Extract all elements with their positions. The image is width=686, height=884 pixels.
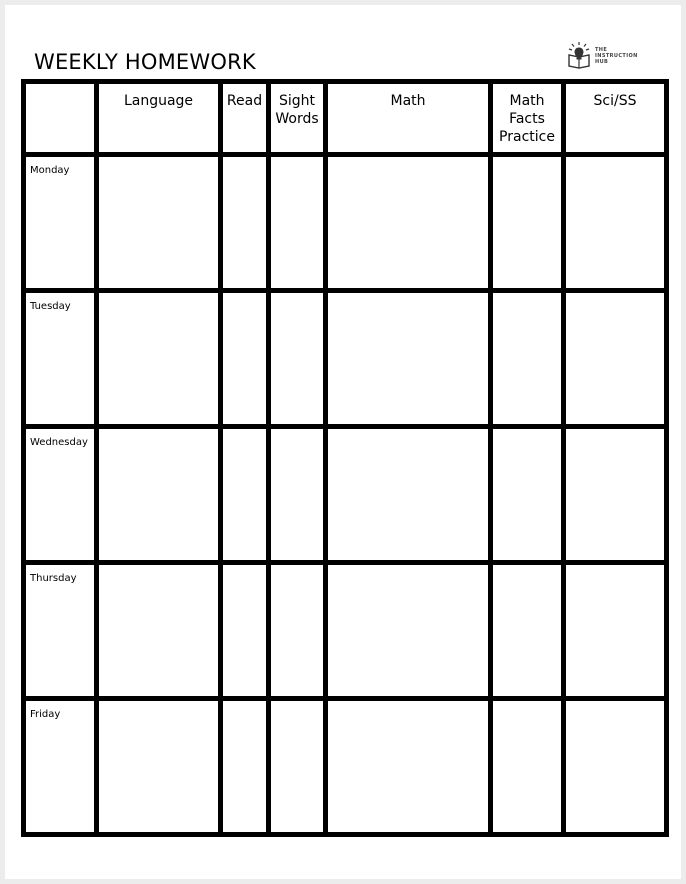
homework-cell xyxy=(491,291,564,427)
column-header xyxy=(97,82,221,155)
instruction-hub-logo xyxy=(566,41,648,69)
day-row xyxy=(24,699,667,835)
day-label: Thursday xyxy=(24,563,97,699)
header-corner-cell xyxy=(24,82,97,155)
homework-cell xyxy=(491,699,564,835)
homework-cell xyxy=(221,699,269,835)
homework-cell xyxy=(221,563,269,699)
lightbulb-book-icon xyxy=(566,41,592,69)
homework-cell xyxy=(564,155,667,291)
logo-line: THE xyxy=(595,47,608,53)
column-header-label: Language xyxy=(123,93,194,109)
column-header-label: Sci/SS xyxy=(593,93,637,109)
homework-cell xyxy=(97,155,221,291)
homework-cell xyxy=(269,427,326,563)
day-label: Wednesday xyxy=(24,427,97,563)
logo-line: HUB xyxy=(595,59,609,65)
homework-cell xyxy=(491,427,564,563)
homework-cell xyxy=(564,699,667,835)
homework-cell xyxy=(97,699,221,835)
homework-cell xyxy=(97,563,221,699)
homework-cell xyxy=(269,291,326,427)
homework-cell xyxy=(491,155,564,291)
column-header xyxy=(326,82,491,155)
day-row xyxy=(24,563,667,699)
homework-cell xyxy=(326,291,491,427)
homework-cell xyxy=(97,427,221,563)
homework-cell xyxy=(326,699,491,835)
homework-cell xyxy=(491,563,564,699)
column-header-label: Facts xyxy=(509,111,545,127)
homework-cell xyxy=(221,291,269,427)
homework-cell xyxy=(564,291,667,427)
homework-cell xyxy=(269,155,326,291)
day-label: Monday xyxy=(24,155,97,291)
column-header xyxy=(269,82,326,155)
logo-text xyxy=(595,47,638,65)
day-row xyxy=(24,291,667,427)
day-label: Tuesday xyxy=(24,291,97,427)
worksheet-title: WEEKLY HOMEWORK xyxy=(34,50,256,74)
column-header xyxy=(564,82,667,155)
day-row xyxy=(24,427,667,563)
homework-cell xyxy=(97,291,221,427)
homework-cell xyxy=(564,427,667,563)
column-header-label: Read xyxy=(226,93,263,109)
homework-cell xyxy=(221,427,269,563)
homework-cell xyxy=(269,563,326,699)
column-header-label: Practice xyxy=(499,129,555,145)
homework-cell xyxy=(326,563,491,699)
column-header-label: Words xyxy=(275,111,319,127)
homework-table xyxy=(21,79,669,837)
column-header-label: Math xyxy=(390,93,426,109)
column-header-label: Sight xyxy=(278,93,316,109)
header-row xyxy=(24,82,667,155)
homework-cell xyxy=(269,699,326,835)
column-header-label: Math xyxy=(509,93,545,109)
day-label: Friday xyxy=(24,699,97,835)
logo-line: INSTRUCTION xyxy=(595,53,638,59)
day-rows xyxy=(24,155,667,835)
column-header xyxy=(221,82,269,155)
homework-cell xyxy=(564,563,667,699)
homework-cell xyxy=(326,427,491,563)
column-header xyxy=(491,82,564,155)
homework-cell xyxy=(326,155,491,291)
homework-cell xyxy=(221,155,269,291)
day-row xyxy=(24,155,667,291)
